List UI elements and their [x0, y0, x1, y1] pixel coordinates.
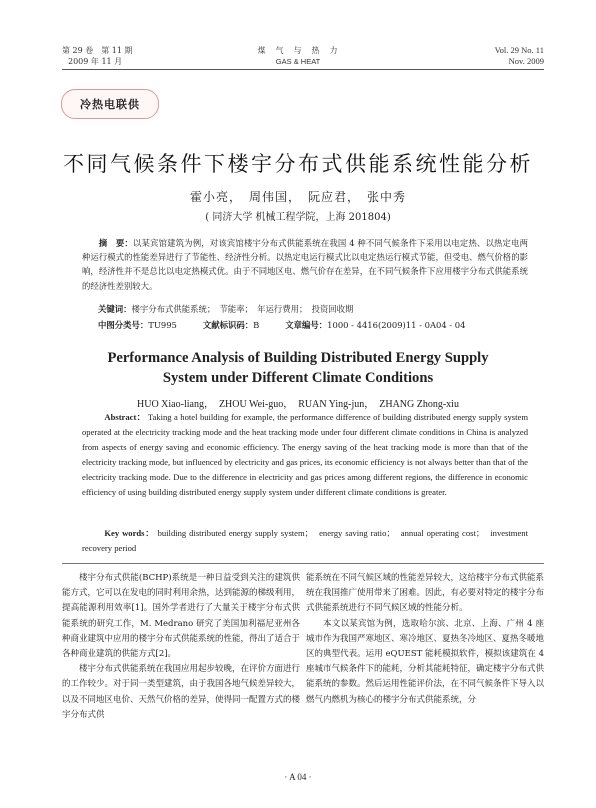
body-paragraph: 楼宇分布式供能(BCHP)系统是一种日益受到关注的建筑供能方式，它可以在发电的同时利用余热，达到能源的梯级利用，提高能源利用效率[1]。国外学者进行了大量关于楼宇分布式供能系统的研究工作，M. Medrano 研究了美国加利福尼亚州各种商业建筑中应用的楼宇分布式供能系统的性能，得出了适合于各种商业建筑的供能方式[2]。 [62, 573, 301, 660]
affiliation-cn: ( 同济大学 机械工程学院，上海 201804) [205, 212, 391, 223]
column-badge [61, 89, 159, 119]
page-number: · A 04 · [284, 772, 312, 782]
abstract-en [82, 410, 528, 500]
header-volume: 第 29 卷 第 11 期 [62, 46, 133, 55]
clc-value: TU995 [148, 320, 177, 330]
keywords-cn [98, 302, 528, 316]
clc-label: 中图分类号： [98, 320, 149, 330]
title-cn: 不同气候条件下楼宇分布式供能系统性能分析 [63, 152, 533, 176]
article-no-label: 文章编号： [285, 320, 328, 330]
header-journal-cn: 煤 气 与 热 力 [257, 46, 339, 55]
classification-line [98, 318, 528, 332]
body-right-column [306, 571, 544, 708]
body-paragraph: 本文以某宾馆为例，选取哈尔滨、北京、上海、广州 4 座城市作为我国严寒地区、寒冷地区、夏热冬冷地区、夏热冬暖地区的典型代表。运用 eQUEST 能耗模拟软件，模拟该建筑在 4 座城市气候条件下的能耗，分析其能耗特征，确定楼宇分布式供能系统的参数。然后运用性能评价法，在不同气候条件下导入以燃气内燃机为核心的楼宇分布式供能系统，分 [306, 618, 545, 705]
keywords-en-text: building distributed energy supply system； energy saving ratio； annual operating cost； investment recovery period [82, 528, 528, 553]
abstract-cn-text: 以某宾馆建筑为例，对该宾馆楼宇分布式供能系统在我国 4 种不同气候条件下采用以电定热、以热定电两种运行模式的性能差异进行了节能性、经济性分析。以热定电运行模式比以电定热运行模式节能，但受电、燃气价格的影响，经济性并不是总比以电定热模式优。由于不同地区电、燃气价存在差异，在不同气候条件下应用楼宇分布式供能系统的经济性差别较大。 [82, 238, 528, 291]
body-paragraph: 楼宇分布式供能系统在我国应用起步较晚，在评价方面进行的工作较少。对于同一类型建筑，由于我国各地气候差异较大，以及不同地区电价、天然气价格的差异，使得同一配置方式的楼宇分布式供 [62, 664, 301, 720]
keywords-en [82, 526, 528, 556]
keywords-cn-label: 关键词： [98, 304, 132, 314]
authors-en: HUO Xiao-liang， ZHOU Wei-guo， RUAN Ying-jun， ZHANG Zhong-xiu [137, 399, 459, 410]
authors-cn: 霍小亮， 周伟国， 阮应君， 张中秀 [189, 190, 406, 204]
abstract-en-label: Abstract： [104, 412, 146, 422]
article-no-value: 1000 - 4416(2009)11 - 0A04 - 04 [327, 320, 466, 330]
title-en-line2: System under Different Climate Conditions [162, 370, 434, 386]
header-date-en: Nov. 2009 [508, 56, 544, 66]
section-rule [62, 563, 544, 564]
doc-code-value: B [253, 320, 260, 330]
keywords-en-label: Key words： [104, 528, 155, 538]
title-en-line1: Performance Analysis of Building Distributed Energy Supply [107, 350, 489, 366]
keywords-cn-text: 楼宇分布式供能系统； 节能率； 年运行费用； 投资回收期 [131, 304, 354, 314]
column-badge-label: 冷热电联供 [80, 98, 140, 111]
header-rule [62, 69, 544, 70]
body-left-column [62, 571, 300, 723]
abstract-en-text: Taking a hotel building for example, the performance difference of building distributed energy supply system operated at the electricity tracking mode and the heat tracking mode under four different climate conditions in China is analyzed from aspects of energy saving and economic efficiency. The energy saving of the heat tracking mode is more than that of the electricity tracking mode, but influenced by electricity and gas prices, its economic efficiency is not always better than that of the electricity tracking mode. Due to the difference in electricity and gas prices among different regions, the difference in economic efficiency of using building distributed energy supply system under different climate conditions is greater. [82, 412, 528, 497]
abstract-cn [82, 236, 528, 293]
header-journal-en: GAS & HEAT [275, 57, 321, 66]
body-paragraph: 能系统在不同气候区域的性能差异较大，这给楼宇分布式供能系统在我国推广使用带来了困难。因此，有必要对特定的楼宇分布式供能系统进行不同气候区域的性能分析。 [306, 573, 545, 614]
header-vol-en: Vol. 29 No. 11 [494, 45, 544, 55]
doc-code-label: 文献标识码： [202, 320, 254, 330]
abstract-cn-label: 摘 要： [98, 238, 133, 248]
header-date: 2009 年 11 月 [68, 57, 123, 66]
